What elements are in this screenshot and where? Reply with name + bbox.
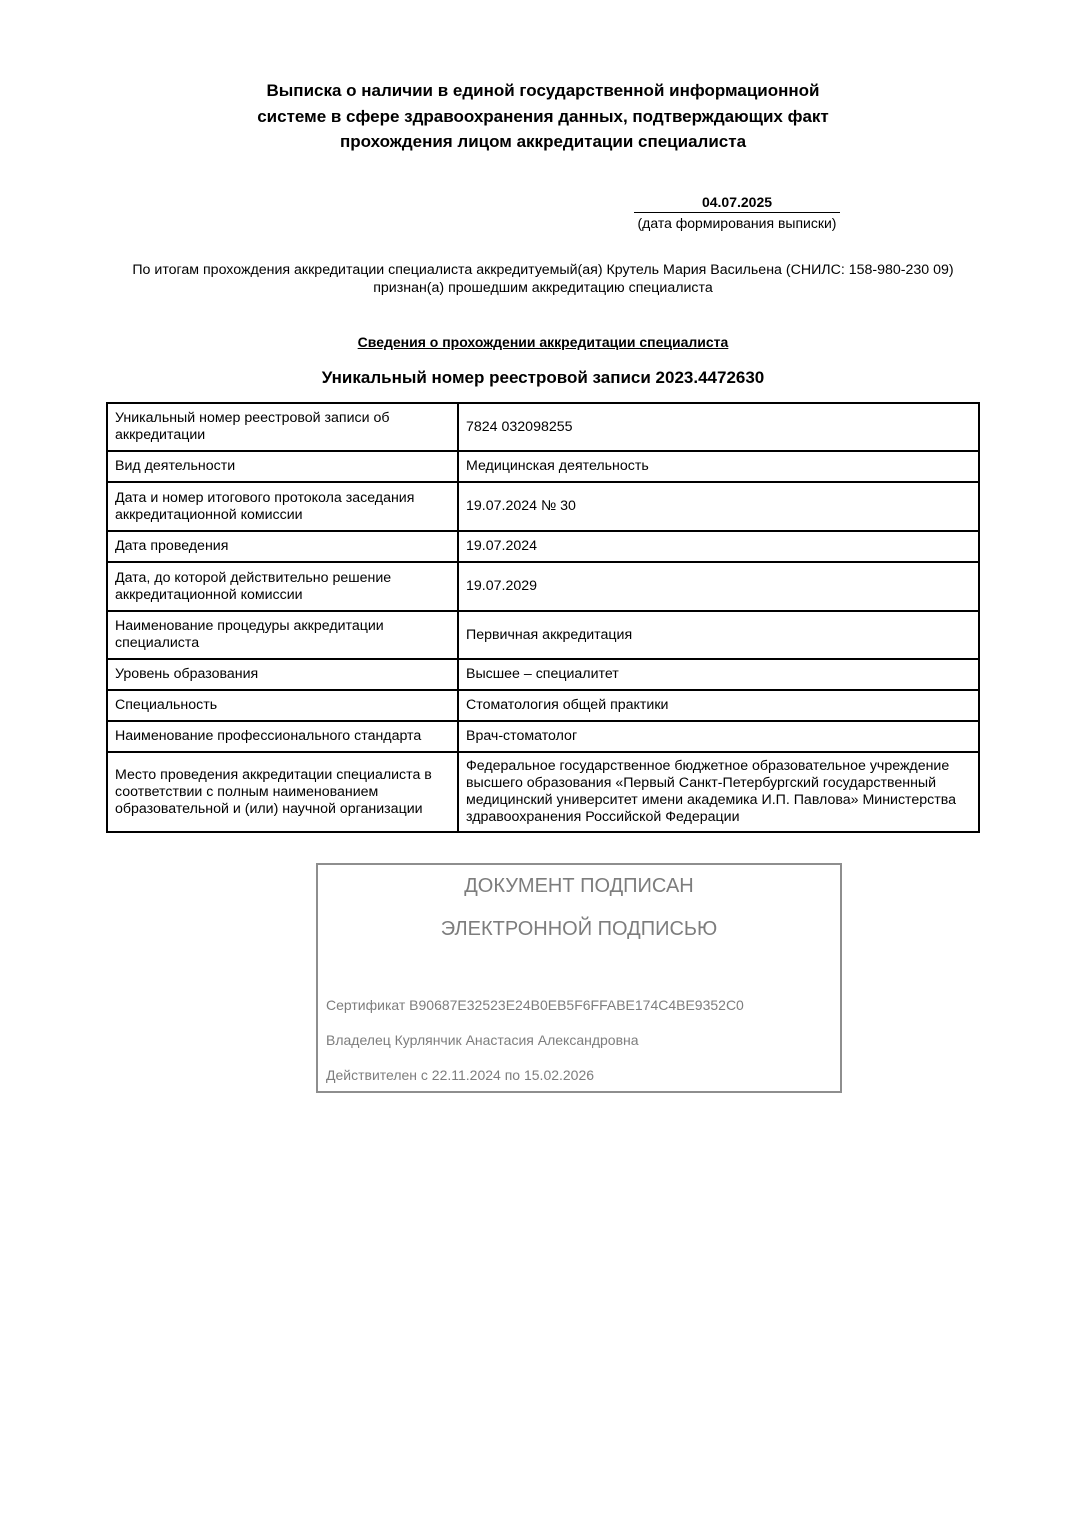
stamp-title-line-1: ДОКУМЕНТ ПОДПИСАН — [464, 875, 694, 897]
date-block — [634, 194, 840, 232]
row-label: Дата и номер итогового протокола заседания аккредитационной комиссии — [107, 482, 458, 531]
row-label: Место проведения аккредитации специалиста в соответствии с полным наименованием образовательной и (или) научной организации — [107, 752, 458, 832]
table-row — [107, 752, 979, 832]
row-label: Наименование процедуры аккредитации специалиста — [107, 611, 458, 659]
intro-paragraph — [0, 261, 1086, 297]
table-row — [107, 482, 979, 531]
intro-line-1: По итогам прохождения аккредитации специалиста аккредитуемый(ая) Крутель Мария Васильена (СНИЛС: 158-980-230 09) — [132, 262, 954, 278]
row-value: 19.07.2024 — [458, 531, 979, 562]
row-label: Вид деятельности — [107, 451, 458, 482]
row-value: 7824 032098255 — [458, 403, 979, 451]
row-value: Медицинская деятельность — [458, 451, 979, 482]
row-label: Уровень образования — [107, 659, 458, 690]
stamp-owner: Владелец Курлянчик Анастасия Александровна — [326, 1032, 639, 1048]
table-row — [107, 562, 979, 611]
row-value: Федеральное государственное бюджетное образовательное учреждение высшего образования «Первый Санкт-Петербургский государственный медицинский университет имени академика И.П. Павлова» Министерства здравоохранения Российской Федерации — [458, 752, 979, 832]
table-row — [107, 690, 979, 721]
electronic-signature-stamp — [316, 863, 842, 1093]
stamp-certificate: Сертификат B90687E32523E24B0EB5F6FFABE174C4BE9352C0 — [326, 997, 744, 1013]
intro-line-2: признан(а) прошедшим аккредитацию специалиста — [373, 280, 713, 296]
row-value: Высшее – специалитет — [458, 659, 979, 690]
registry-number: Уникальный номер реестровой записи 2023.4472630 — [321, 368, 765, 387]
stamp-title-line-2: ЭЛЕКТРОННОЙ ПОДПИСЬЮ — [440, 918, 718, 940]
section-heading: Сведения о прохождении аккредитации специалиста — [357, 334, 729, 350]
accreditation-table — [106, 402, 980, 833]
table-row — [107, 659, 979, 690]
row-label: Дата проведения — [107, 531, 458, 562]
stamp-validity: Действителен с 22.11.2024 по 15.02.2026 — [326, 1067, 595, 1083]
extract-date-caption: (дата формирования выписки) — [637, 215, 837, 231]
row-value: 19.07.2029 — [458, 562, 979, 611]
table-row — [107, 531, 979, 562]
table-row — [107, 611, 979, 659]
title-line-1: Выписка о наличии в единой государственной информационной — [266, 81, 820, 100]
table-row — [107, 451, 979, 482]
row-label: Уникальный номер реестровой записи об аккредитации — [107, 403, 458, 451]
document-title — [0, 78, 1086, 155]
row-label: Дата, до которой действительно решение аккредитационной комиссии — [107, 562, 458, 611]
row-label: Специальность — [107, 690, 458, 721]
row-label: Наименование профессионального стандарта — [107, 721, 458, 752]
row-value: 19.07.2024 № 30 — [458, 482, 979, 531]
extract-date: 04.07.2025 — [634, 194, 840, 213]
table-row — [107, 403, 979, 451]
row-value: Врач-стоматолог — [458, 721, 979, 752]
row-value: Стоматология общей практики — [458, 690, 979, 721]
title-line-2: системе в сфере здравоохранения данных, подтверждающих факт — [257, 106, 829, 126]
row-value: Первичная аккредитация — [458, 611, 979, 659]
table-row — [107, 721, 979, 752]
title-line-3: прохождения лицом аккредитации специалиста — [339, 132, 747, 151]
